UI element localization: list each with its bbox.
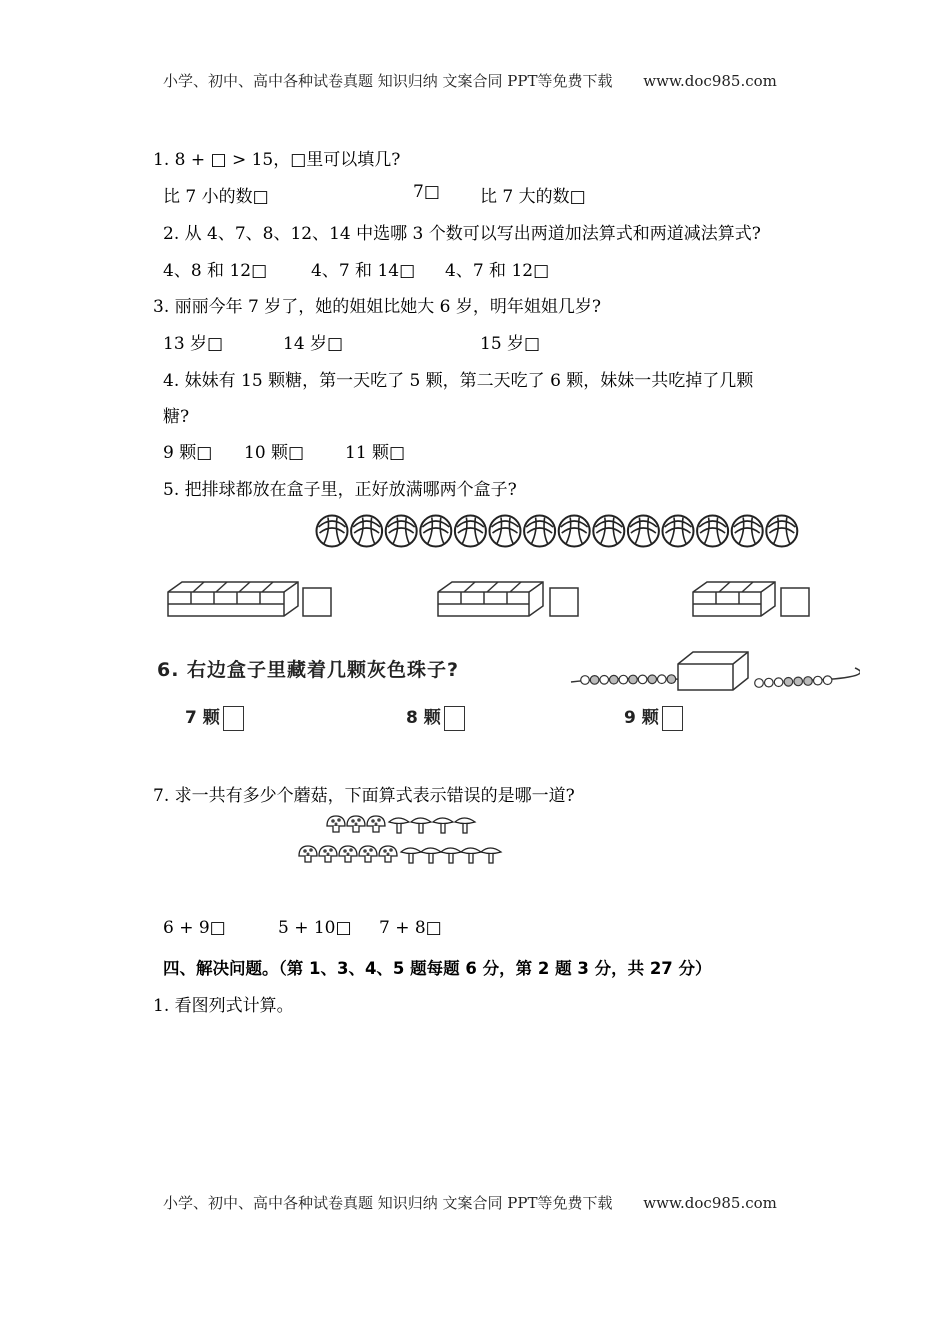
gray-bead [629, 675, 638, 684]
volleyball-icon [559, 516, 590, 547]
gray-bead [794, 677, 803, 686]
q1-option-c[interactable]: 比 7 大的数□ [480, 187, 586, 207]
volleyball-icon [386, 516, 417, 547]
q4-option-a[interactable]: 9 颗□ [163, 443, 213, 463]
plain-mushroom-icon [401, 848, 421, 863]
page-footer [163, 1192, 777, 1213]
q6-option-c[interactable] [624, 703, 683, 731]
volleyball-row [315, 512, 800, 550]
q7-stem: 7. 求一共有多少个蘑菇，下面算式表示错误的是哪一道? [153, 786, 575, 806]
page-header [163, 70, 777, 91]
plain-mushroom-icon [389, 818, 409, 833]
volleyball-icon [317, 516, 348, 547]
plain-mushroom-icon [455, 818, 475, 833]
header-url: www.doc985.com [643, 72, 777, 90]
q3-option-c[interactable]: 15 岁□ [480, 334, 541, 354]
q1-option-b[interactable]: 7□ [413, 182, 440, 202]
white-bead [619, 675, 628, 684]
plain-mushroom-icon [433, 818, 453, 833]
q3-stem: 3. 丽丽今年 7 岁了，她的姐姐比她大 6 岁，明年姐姐几岁? [153, 297, 601, 317]
q2-option-b[interactable]: 4、7 和 14□ [311, 261, 416, 281]
section4-q1: 1. 看图列式计算。 [153, 996, 294, 1016]
volleyball-icon [628, 516, 659, 547]
spotted-mushroom-icon [347, 816, 365, 832]
white-bead [774, 678, 783, 687]
box-8-slots [430, 580, 590, 625]
footer-url: www.doc985.com [643, 1194, 777, 1212]
box-6-checkbox[interactable] [781, 588, 809, 616]
mushrooms-picture [295, 812, 510, 874]
spotted-mushroom-icon [339, 846, 357, 862]
white-bead [765, 678, 774, 687]
box-10-checkbox[interactable] [303, 588, 331, 616]
q6-option-a-label: 7 颗 [185, 708, 220, 728]
q3-option-b[interactable]: 14 岁□ [283, 334, 344, 354]
q4-option-b[interactable]: 10 颗□ [244, 443, 305, 463]
gray-bead [590, 676, 599, 685]
plain-mushroom-icon [481, 848, 501, 863]
volleyball-icon [455, 516, 486, 547]
box-8-checkbox[interactable] [550, 588, 578, 616]
spotted-mushroom-icon [299, 846, 317, 862]
q7-option-b[interactable]: 5 + 10□ [278, 918, 352, 938]
volleyball-icon [490, 516, 521, 547]
q6-option-a-checkbox[interactable] [223, 706, 244, 731]
volleyball-icon [593, 516, 624, 547]
q2-stem: 2. 从 4、7、8、12、14 中选哪 3 个数可以写出两道加法算式和两道减法算式? [163, 224, 761, 244]
q5-stem: 5. 把排球都放在盒子里，正好放满哪两个盒子? [163, 480, 517, 500]
plain-mushroom-icon [421, 848, 441, 863]
white-bead [755, 679, 764, 688]
volleyball-icon [766, 516, 797, 547]
gray-bead [648, 675, 657, 684]
q1-option-a[interactable]: 比 7 小的数□ [163, 187, 269, 207]
volleyball-icon [420, 516, 451, 547]
white-bead [638, 675, 647, 684]
section4-title: 四、解决问题。（第 1、3、4、5 题每题 6 分，第 2 题 3 分，共 27 分） [163, 959, 712, 978]
white-bead [600, 676, 609, 685]
q2-option-c[interactable]: 4、7 和 12□ [445, 261, 550, 281]
q6-option-b-checkbox[interactable] [444, 706, 465, 731]
volleyball-icon [524, 516, 555, 547]
footer-text: 小学、初中、高中各种试卷真题 知识归纳 文案合同 PPT等免费下载 [163, 1194, 613, 1212]
q4-stem-line2: 糖? [163, 407, 190, 427]
white-bead [581, 676, 590, 685]
q6-stem: 6. 右边盒子里藏着几颗灰色珠子? [157, 659, 460, 681]
plain-mushroom-icon [461, 848, 481, 863]
box-10-slots [160, 580, 340, 625]
volleyball-icon [697, 516, 728, 547]
plain-mushroom-icon [411, 818, 431, 833]
volleyball-icon [732, 516, 763, 547]
spotted-mushroom-icon [319, 846, 337, 862]
spotted-mushroom-icon [359, 846, 377, 862]
q4-stem-line1: 4. 妹妹有 15 颗糖，第一天吃了 5 颗，第二天吃了 6 颗，妹妹一共吃掉了几颗 [163, 371, 754, 391]
header-text: 小学、初中、高中各种试卷真题 知识归纳 文案合同 PPT等免费下载 [163, 72, 613, 90]
gray-bead [784, 678, 793, 687]
volleyball-icon [663, 516, 694, 547]
white-bead [823, 676, 832, 685]
plain-mushroom-icon [441, 848, 461, 863]
q6-option-a[interactable] [185, 703, 244, 731]
gray-bead [804, 677, 813, 686]
gray-bead [610, 675, 619, 684]
q3-option-a[interactable]: 13 岁□ [163, 334, 224, 354]
spotted-mushroom-icon [367, 816, 385, 832]
spotted-mushroom-icon [327, 816, 345, 832]
q6-option-c-label: 9 颗 [624, 708, 659, 728]
q2-option-a[interactable]: 4、8 和 12□ [163, 261, 268, 281]
q4-option-c[interactable]: 11 颗□ [345, 443, 406, 463]
q6-option-b[interactable] [406, 703, 465, 731]
q1-stem: 1. 8 + □ > 15，□里可以填几? [153, 150, 401, 170]
volleyball-icon [351, 516, 382, 547]
q7-option-c[interactable]: 7 + 8□ [379, 918, 442, 938]
spotted-mushroom-icon [379, 846, 397, 862]
beads-string [565, 646, 860, 698]
white-bead [658, 675, 667, 684]
q6-option-b-label: 8 颗 [406, 708, 441, 728]
q7-option-a[interactable]: 6 + 9□ [163, 918, 226, 938]
white-bead [814, 676, 823, 685]
gray-bead [667, 675, 676, 684]
box-6-slots [685, 580, 820, 625]
q6-option-c-checkbox[interactable] [662, 706, 683, 731]
